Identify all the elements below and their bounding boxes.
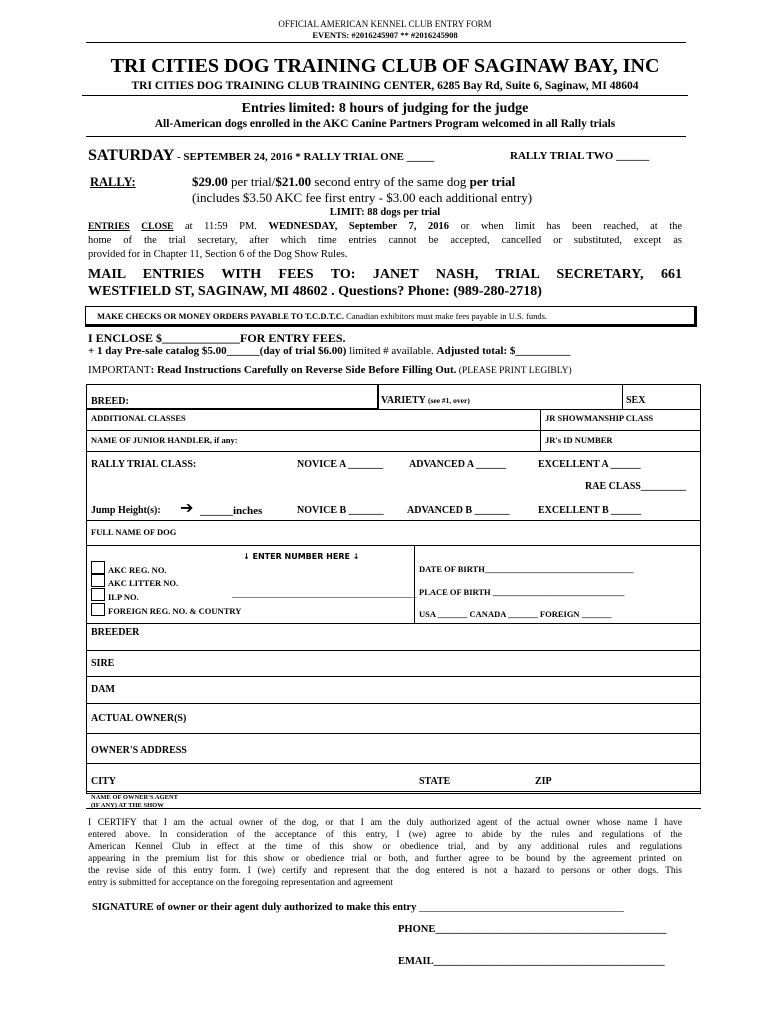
enclose-fees: I ENCLOSE $_____________FOR ENTRY FEES. (88, 331, 346, 345)
club-name: TRI CITIES DOG TRAINING CLUB OF SAGINAW BAY, INC (110, 55, 660, 77)
schedule-day: SATURDAY (88, 147, 175, 164)
print-legibly: (PLEASE PRINT LEGIBLY) (456, 366, 572, 376)
certify-line-5: the revise side of this entry form. I (we) certify and represent that the dog entered is not a hazard to persons or other dogs. This (88, 866, 682, 876)
checks-payable: MAKE CHECKS OR MONEY ORDERS PAYABLE TO T.C.D.T.C. (97, 311, 345, 321)
signature-row (92, 902, 624, 913)
closing-date: WEDNESDAY, September 7, 2016 (268, 221, 450, 232)
adjusted-total: Adjusted total: $__________ (436, 345, 571, 357)
catalog-line (88, 345, 570, 357)
jr-showmanship-label: JR SHOWMANSHIP CLASS (545, 413, 654, 423)
foreign-reg-label: FOREIGN REG. NO. & COUNTRY (108, 606, 242, 616)
zip-label: ZIP (535, 776, 552, 787)
header-divider (86, 42, 686, 43)
excellent-b-option[interactable]: EXCELLENT B ______ (538, 505, 642, 516)
akc-reg-checkbox[interactable] (91, 561, 105, 574)
certify-line-2: entered above. In consideration of the acceptance of this entry, I (we) agree to abide by the rules and regulations of the (88, 830, 682, 840)
entries-limited: Entries limited: 8 hours of judging for the judge (241, 101, 529, 116)
rally-trial-two: RALLY TRIAL TWO ______ (510, 150, 650, 162)
fee-includes: (includes $3.50 AKC fee first entry - $3.00 each additional entry) (192, 190, 533, 205)
location-line: TRI CITIES DOG TRAINING CLUB TRAINING CENTER, 6285 Bay Rd, Suite 6, Saginaw, MI 48604 (131, 80, 639, 92)
variety-label (381, 395, 470, 406)
closing-limit: or when limit has been reached, at the (449, 221, 682, 232)
certify-line-1: I CERTIFY that I am the actual owner of the dog, or that I am the duly authorized agent of the actual owner whose name I have (88, 818, 682, 828)
rally-label: RALLY: (90, 175, 136, 189)
important-line (88, 364, 572, 376)
city-label: CITY (91, 776, 117, 787)
breeder-label: BREEDER (91, 627, 140, 638)
close-word: CLOSE (141, 222, 174, 232)
novice-a-option[interactable]: NOVICE A _______ (297, 459, 384, 470)
akc-litter-label: AKC LITTER NO. (108, 578, 179, 588)
checks-notice (97, 311, 547, 321)
signature-label: SIGNATURE of owner or their agent duly authorized to make this entry (92, 902, 417, 913)
additional-classes-label: ADDITIONAL CLASSES (91, 413, 186, 423)
agent-label (91, 794, 178, 810)
closing-time: at 11:59 PM. (173, 221, 269, 232)
agent-label-line-2: (IF ANY) AT THE SHOW (91, 802, 164, 809)
excellent-a-option[interactable]: EXCELLENT A ______ (538, 459, 641, 470)
state-label: STATE (419, 776, 451, 787)
ilp-label: ILP NO. (108, 592, 139, 602)
section-divider (86, 136, 686, 137)
sire-label: SIRE (91, 658, 115, 669)
foreign-reg-checkbox[interactable] (91, 603, 105, 616)
closing-line-1 (88, 221, 682, 235)
catalog-limited: limited # available. (346, 345, 437, 357)
breed-label: BREED: (91, 396, 129, 407)
jr-id-label: JR's ID NUMBER (545, 435, 613, 445)
entries-word: ENTRIES (88, 222, 130, 232)
enter-number-label: ↓ ENTER NUMBER HERE ↓ (243, 552, 360, 561)
closing-line-2: home of the trial secretary, after which time entries cannot be accepted, cancelled or substituted, except as (88, 235, 682, 246)
birth-country-options[interactable]: USA _______ CANADA _______ FOREIGN _______ (419, 609, 612, 619)
akc-litter-checkbox[interactable] (91, 574, 105, 587)
mail-line-2: WESTFIELD ST, SAGINAW, MI 48602 . Questions? Phone: (989-280-2718) (88, 284, 542, 299)
full-name-label: FULL NAME OF DOG (91, 527, 177, 537)
place-of-birth-field[interactable]: PLACE OF BIRTH _______________________________ (419, 587, 625, 597)
fee-per-trial: per trial/ (227, 174, 276, 189)
akc-reg-label: AKC REG. NO. (108, 565, 167, 575)
checks-canadian: Canadian exhibitors must make fees payable in U.S. funds. (344, 311, 548, 321)
fee-price-second: $21.00 (275, 174, 312, 189)
novice-b-option[interactable]: NOVICE B _______ (297, 505, 384, 516)
entry-limit: LIMIT: 88 dogs per trial (329, 207, 441, 218)
jump-height-label: Jump Height(s): (91, 505, 161, 516)
registration-number-input[interactable]: _________________________________________ (232, 589, 417, 599)
owner-address-label: OWNER'S ADDRESS (91, 745, 187, 756)
arrow-right-icon: ➔ (180, 498, 194, 517)
advanced-b-option[interactable]: ADVANCED B _______ (407, 505, 510, 516)
schedule-line (88, 147, 434, 165)
location-underline (82, 95, 688, 96)
rally-trial-class-label: RALLY TRIAL CLASS: (91, 459, 197, 470)
breed-field[interactable] (86, 384, 378, 409)
catalog-price: + 1 day Pre-sale catalog $5.00______(day of trial $6.00) (88, 345, 347, 357)
all-american-note: All-American dogs enrolled in the AKC Canine Partners Program welcomed in all Rally trials (154, 118, 616, 130)
form-title: OFFICIAL AMERICAN KENNEL CLUB ENTRY FORM (278, 19, 492, 29)
certify-line-6: entry is submitted for acceptance on the foregoing representation and agreement (88, 878, 393, 888)
certify-line-4: appearing in the premium list for this show or obedience trial or both, and further agree to be bound by the agreement printed on (88, 854, 682, 864)
fee-second-entry: second entry of the same dog (311, 174, 470, 189)
events-line: EVENTS: #2016245907 ** #2016245908 (312, 30, 458, 40)
dam-label: DAM (91, 684, 115, 695)
agent-label-line-1: NAME OF OWNER'S AGENT (91, 794, 178, 801)
ilp-checkbox[interactable] (91, 588, 105, 601)
email-field[interactable]: EMAIL____________________________________________ (398, 956, 665, 967)
jump-height-inches[interactable]: ______inches (200, 505, 263, 517)
fee-price: $29.00 (192, 174, 228, 189)
fee-line (192, 174, 515, 190)
mail-line-1: MAIL ENTRIES WITH FEES TO: JANET NASH, TRIAL SECRETARY, 661 (88, 267, 682, 282)
rae-class-option[interactable]: RAE CLASS_________ (585, 481, 686, 492)
certify-line-3: American Kennel Club in effect at the time of this show or obedience trial, and by any additional rules and regulations (88, 842, 682, 852)
sex-label: SEX (626, 395, 646, 406)
advanced-a-option[interactable]: ADVANCED A ______ (409, 459, 507, 470)
closing-line-3: provided for in Chapter 11, Section 6 of the Dog Show Rules. (88, 249, 348, 260)
variety-note: (see #1, over) (427, 396, 470, 405)
signature-line[interactable]: _______________________________________ (419, 902, 624, 913)
schedule-date: - SEPTEMBER 24, 2016 * RALLY TRIAL ONE _____ (174, 151, 435, 163)
variety-text: VARIETY (381, 395, 426, 406)
actual-owner-label: ACTUAL OWNER(S) (91, 713, 187, 724)
date-of-birth-field[interactable]: DATE OF BIRTH___________________________________ (419, 564, 634, 574)
fee-per-trial-bold: per trial (469, 174, 516, 189)
phone-field[interactable]: PHONE____________________________________________ (398, 924, 667, 935)
junior-handler-label: NAME OF JUNIOR HANDLER, if any: (91, 435, 238, 445)
important-label: IMPORTANT (88, 364, 151, 376)
important-instructions: : Read Instructions Carefully on Reverse Side Before Filling Out. (150, 364, 457, 376)
